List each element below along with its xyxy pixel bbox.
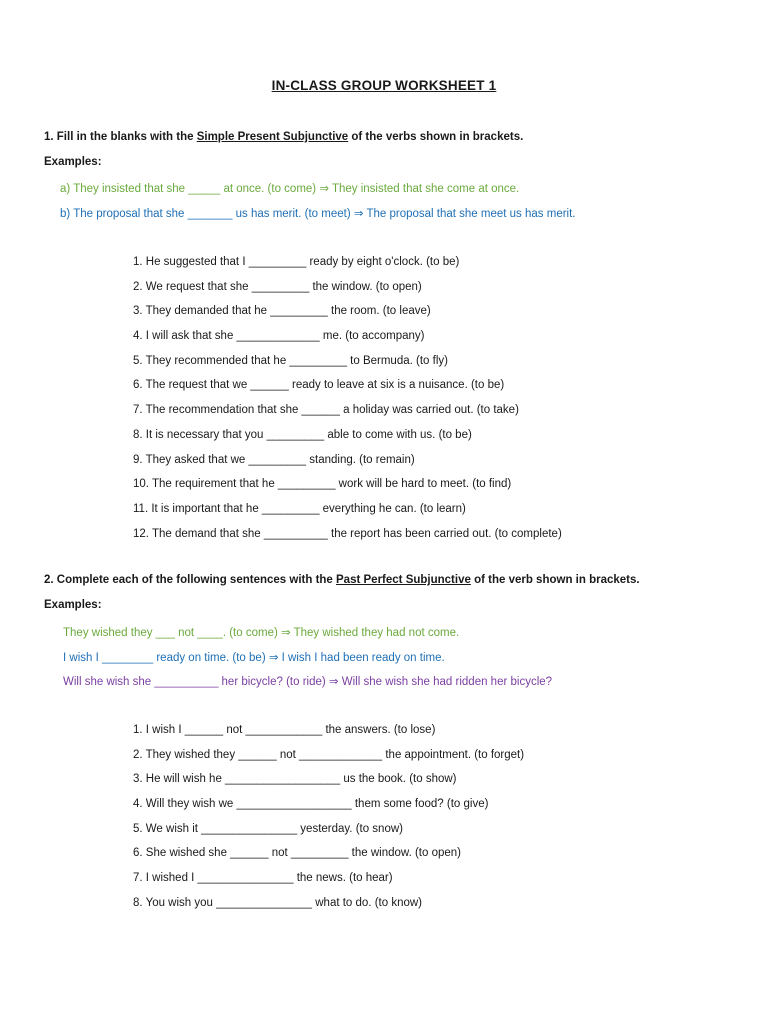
exercise-item: 11. It is important that he _________ everything he can. (to learn) — [133, 502, 466, 515]
exercise-item: 6. The request that we ______ ready to leave at six is a nuisance. (to be) — [133, 379, 505, 392]
section2-example-2: I wish I ________ ready on time. (to be) ⇒ I wish I had been ready on time. — [63, 652, 445, 664]
section1-heading-before: 1. Fill in the blanks with the — [44, 131, 197, 143]
section1-heading-after: of the verbs shown in brackets. — [348, 131, 524, 143]
section2-heading-emphasis: Past Perfect Subjunctive — [336, 574, 471, 586]
section2-examples-label: Examples: — [44, 599, 102, 611]
exercise-item: 1. I wish I ______ not ____________ the answers. (to lose) — [133, 724, 436, 736]
exercise-item: 8. You wish you _______________ what to do. (to know) — [133, 896, 422, 909]
exercise-item: 2. We request that she _________ the window. (to open) — [133, 280, 422, 293]
exercise-item: 2. They wished they ______ not _____________ the appointment. (to forget) — [133, 748, 525, 761]
exercise-item: 6. She wished she ______ not _________ the window. (to open) — [133, 847, 461, 860]
section1-heading-emphasis: Simple Present Subjunctive — [196, 131, 349, 143]
exercise-item: 5. They recommended that he _________ to Bermuda. (to fly) — [133, 354, 448, 367]
exercise-item: 10. The requirement that he _________ work will be hard to meet. (to find) — [133, 478, 512, 491]
exercise-item: 12. The demand that she __________ the report has been carried out. (to complete) — [133, 527, 562, 540]
exercise-item: 9. They asked that we _________ standing. (to remain) — [133, 453, 415, 466]
exercise-item: 7. The recommendation that she ______ a holiday was carried out. (to take) — [133, 404, 519, 417]
section2-exercise-list — [133, 723, 524, 921]
exercise-item: 4. I will ask that she _____________ me. (to accompany) — [133, 330, 425, 343]
exercise-item: 8. It is necessary that you _________ able to come with us. (to be) — [133, 428, 472, 441]
exercise-item: 4. Will they wish we __________________ them some food? (to give) — [133, 798, 489, 811]
exercise-item: 1. He suggested that I _________ ready by eight o'clock. (to be) — [133, 256, 460, 268]
section2-example-1: They wished they ___ not ____. (to come) ⇒ They wished they had not come. — [63, 627, 460, 639]
section2-heading-before: 2. Complete each of the following sentences with the — [44, 574, 337, 586]
section1-exercise-list — [133, 255, 562, 551]
exercise-item: 3. They demanded that he _________ the room. (to leave) — [133, 305, 431, 318]
exercise-item: 7. I wished I _______________ the news. (to hear) — [133, 872, 393, 885]
worksheet-title: IN-CLASS GROUP WORKSHEET 1 — [271, 78, 497, 93]
section1-example-b: b) The proposal that she _______ us has merit. (to meet) ⇒ The proposal that she meet us has merit. — [60, 208, 576, 220]
section2-example-3: Will she wish she __________ her bicycle? (to ride) ⇒ Will she wish she had ridden her bicycle? — [63, 676, 553, 688]
section2-heading — [44, 574, 640, 586]
exercise-item: 5. We wish it _______________ yesterday. (to snow) — [133, 822, 403, 835]
section1-example-a: a) They insisted that she _____ at once. (to come) ⇒ They insisted that she come at once. — [60, 183, 520, 195]
section2-heading-after: of the verb shown in brackets. — [470, 574, 640, 586]
section1-examples-label: Examples: — [44, 156, 102, 168]
section1-heading — [44, 131, 523, 143]
exercise-item: 3. He will wish he __________________ us the book. (to show) — [133, 773, 457, 786]
